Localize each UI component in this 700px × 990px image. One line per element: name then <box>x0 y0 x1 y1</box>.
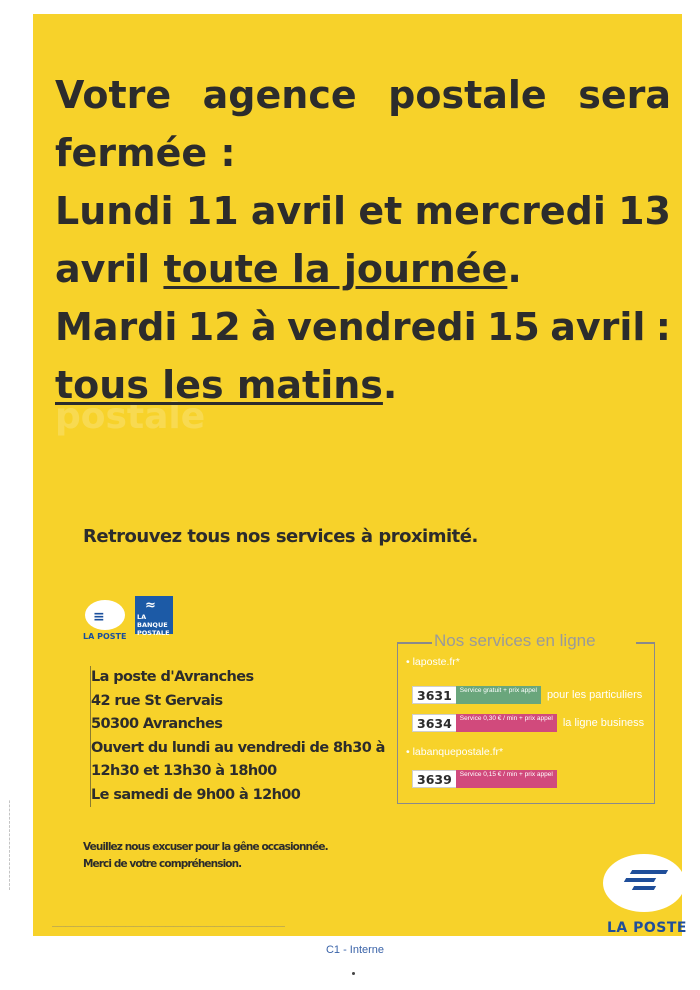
document-classification: C1 - Interne <box>325 944 385 956</box>
logo-disc <box>85 600 125 630</box>
headline-word: 15 <box>486 305 540 349</box>
saturday-hours: Le samedi de 9h00 à 12h00 <box>91 786 301 803</box>
agency-street: 42 rue St Gervais <box>91 692 223 709</box>
headline-word: avril <box>55 247 164 291</box>
headline-word: et <box>358 189 403 233</box>
service-audience: la ligne business <box>562 717 645 729</box>
headline-word: Votre <box>55 73 172 117</box>
headline-word: vendredi <box>287 305 477 349</box>
headline-word: mercredi <box>414 189 606 233</box>
opening-hours: 12h30 et 13h30 à 18h00 <box>91 763 277 779</box>
phone-number[interactable]: 3639 <box>412 770 456 788</box>
logos <box>83 594 203 648</box>
phone-number[interactable]: 3634 <box>412 714 456 732</box>
headline-word: agence <box>202 73 357 117</box>
headline-word: à <box>251 305 277 349</box>
thanks-line: Merci de votre compréhension. <box>83 858 242 870</box>
laposte-mini-logo <box>83 600 129 646</box>
headline-word: Mardi <box>55 305 178 349</box>
banque-line: POSTALE <box>137 629 170 637</box>
headline-line-1 <box>55 66 671 124</box>
headline-word: avril <box>250 189 347 233</box>
headline-line-6 <box>55 356 671 414</box>
price-tag: Service gratuit + prix appel <box>456 686 541 704</box>
headline-punctuation: . <box>382 363 398 407</box>
services-tagline: Retrouvez tous nos services à proximité. <box>83 526 478 547</box>
laposte-mini-label: LA POSTE <box>83 632 127 641</box>
agency-city: 50300 Avranches <box>91 716 223 732</box>
service-phone-row <box>412 714 644 732</box>
headline-line-5 <box>55 298 671 356</box>
headline-word: Lundi <box>55 189 174 233</box>
agency-name: La poste d'Avranches <box>91 669 254 685</box>
headline-word: 11 <box>185 189 239 233</box>
headline-word: 13 <box>618 189 671 233</box>
online-services-title: Nos services en ligne <box>434 631 596 650</box>
bird-icon <box>621 868 669 898</box>
headline-line-4 <box>55 240 671 298</box>
headline-word: postale <box>388 73 547 117</box>
page-mark <box>352 972 355 975</box>
price-tag: Service 0,15 € / min + prix appel <box>456 770 557 788</box>
closure-headline <box>55 66 671 414</box>
banque-postale-logo <box>135 596 173 637</box>
headline-word: sera <box>578 73 671 117</box>
legal-footer: ────────────────────────────────────────────────────────────────────────────────────── <box>52 925 285 930</box>
service-phone-row <box>412 770 557 788</box>
headline-punctuation: . <box>507 247 522 291</box>
headline-word: avril <box>550 305 646 349</box>
online-services-box <box>397 631 655 804</box>
service-phone-row <box>412 686 642 704</box>
service-website-link[interactable]: • laposte.fr* <box>406 656 460 668</box>
headline-word: : <box>655 305 671 349</box>
price-tag: Service 0,30 € / min + prix appel <box>456 714 557 732</box>
headline-line-3 <box>55 182 671 240</box>
brand-name: LA POSTE <box>607 920 687 936</box>
agency-address <box>90 666 385 807</box>
apology-note <box>83 839 328 873</box>
banque-logo-text <box>137 613 170 637</box>
headline-underlined: tous les matins <box>55 363 383 407</box>
ghost-line: postale <box>55 396 206 437</box>
phone-number[interactable]: 3631 <box>412 686 456 704</box>
banque-mark-icon: ≈ <box>145 598 156 613</box>
banque-line: BANQUE <box>137 621 168 629</box>
bird-icon: ≡ <box>93 609 105 625</box>
opening-hours: Ouvert du lundi au vendredi de 8h30 à <box>91 739 385 756</box>
headline-line-2: fermée : <box>55 131 236 175</box>
headline-underlined: toute la journée <box>163 247 508 291</box>
service-audience: pour les particuliers <box>546 689 643 701</box>
banque-line: LA <box>137 613 147 621</box>
service-website-link[interactable]: • labanquepostale.fr* <box>406 746 504 758</box>
poster <box>33 14 687 936</box>
apology-line: Veuillez nous excuser pour la gêne occasionnée. <box>83 841 328 853</box>
headline-word: 12 <box>187 305 241 349</box>
legal-side-mention: ─ ─ ─ ─ ─ ─ ─ ─ ─ ─ ─ ─ ─ ─ ─ ─ ─ ─ ─ ─ ─ ─ <box>8 800 13 890</box>
